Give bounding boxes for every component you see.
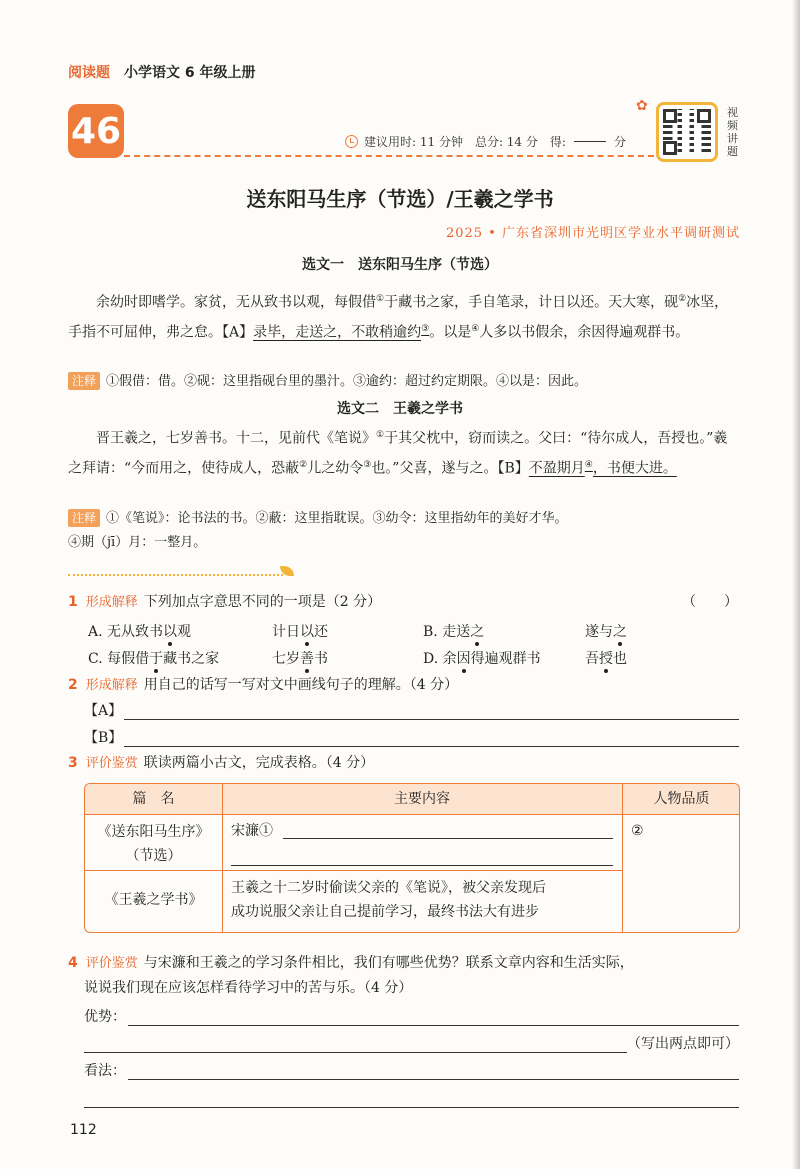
row2-content: 王羲之十二岁时偷读父亲的《笔说》，被父亲发现后 成功说服父亲让自己提前学习，最终书法大有进步 <box>231 880 546 920</box>
option-d-compare: 吾授也 <box>585 651 627 667</box>
page-number: 112 <box>70 1122 97 1138</box>
comparison-table <box>84 783 740 933</box>
note-tag: 注释 <box>68 509 100 527</box>
time-info <box>345 133 626 150</box>
qr-label: 视频讲题 <box>727 106 738 158</box>
view-line-1[interactable] <box>128 1062 739 1080</box>
section-divider <box>68 574 283 576</box>
underlined-sentence-b: 不盈期 <box>528 460 571 477</box>
advantage-line-2[interactable] <box>84 1035 627 1053</box>
option-c[interactable]: C. 每假借于藏书之家 <box>88 651 220 667</box>
view-line-2[interactable] <box>84 1090 739 1108</box>
hint-text: （写出两点即可） <box>627 1036 739 1052</box>
advantage-row-2 <box>84 1033 739 1053</box>
text1-notes: 注释 ①假借：借。②砚：这里指砚台里的墨汁。③逾约：超过约定期限。④以是：因此。 <box>68 370 738 394</box>
advantage-row: 优势： <box>84 1006 739 1026</box>
header-title: 篇 名 <box>132 791 175 807</box>
score-unit: 分 <box>613 135 626 149</box>
header-divider <box>124 155 654 157</box>
question-1: 1 形成解释 下列加点字意思不同的一项是（2 分） （ ） <box>68 590 738 615</box>
page-title: 送东阳马生序（节选）/王羲之学书 <box>246 187 554 211</box>
option-b[interactable]: B. 走送之 <box>423 624 485 640</box>
text2-paragraph: 晋王羲之，七岁善书。十二，见前代《笔说》①于其父枕中，窃而读之。父曰：“待尔成人，吾授也。”羲之拜请：“今而用之，使待成人，恐蔽②儿之幼令③也。”父喜，遂与之。【B】不盈期月④，书便大进。 <box>68 430 728 477</box>
text1-paragraph: 余幼时即嗜学。家贫，无从致书以观，每假借①于藏书之家，手自笔录，计日以还。天大寒，砚②冰坚，手指不可屈伸，弗之怠。【A】录毕，走送之，不敢稍逾约③。以是④人多以书假余，余因得遍观群书。 <box>68 294 729 341</box>
underlined-sentence-a: 录毕，走送之，不敢稍逾约 <box>253 324 422 341</box>
row1-content-line-2[interactable] <box>231 865 613 866</box>
question-3: 3 评价鉴赏 联读两篇小古文，完成表格。（4 分） <box>68 755 375 771</box>
row1-quality[interactable]: ② <box>631 823 644 839</box>
view-row-2 <box>84 1090 739 1108</box>
row1-title: 《送东阳马生序》 （节选） <box>97 824 210 864</box>
text2-notes: 注释 ①《笔说》：论书法的书。②蔽：这里指耽误。③幼令：这里指幼年的美好才华。 ④期（jī）月：一整月。 <box>68 511 568 550</box>
option-a[interactable]: A. 无从致书以观 <box>88 624 192 640</box>
category-label: 阅读题 <box>68 65 110 81</box>
option-a-compare: 计日以还 <box>272 624 328 640</box>
answer-line-b[interactable] <box>124 729 739 747</box>
qr-code-pattern <box>663 109 711 155</box>
qr-code[interactable] <box>656 102 718 162</box>
row1-content-label: 宋濂① <box>231 823 273 839</box>
book-title: 小学语文 6 年级上册 <box>124 65 256 81</box>
sprout-icon: ✿ <box>636 98 648 114</box>
lesson-number-badge: 46 <box>68 104 124 158</box>
clock-icon <box>345 135 358 148</box>
text1-heading: 选文一 送东阳马生序（节选） <box>302 257 498 273</box>
answer-line-a[interactable] <box>124 702 739 720</box>
page-edge-shadow <box>792 0 800 1169</box>
view-row: 看法： <box>84 1060 739 1080</box>
answer-paren[interactable]: （ ） <box>682 594 738 610</box>
advantage-line-1[interactable] <box>128 1008 739 1026</box>
header-quality: 人物品质 <box>653 791 710 807</box>
answer-row-b: 【B】 <box>84 727 739 747</box>
question-2: 2 形成解释 用自己的话写一写对文中画线句子的理解。（4 分） <box>68 677 459 693</box>
answer-row-a: 【A】 <box>84 700 739 720</box>
option-c-compare: 七岁善书 <box>272 651 328 667</box>
source-line: 2025 • 广东省深圳市光明区学业水平调研测试 <box>445 226 740 241</box>
note-tag: 注释 <box>68 372 100 390</box>
row2-title: 《王羲之学书》 <box>104 892 203 908</box>
row1-content-line-1[interactable] <box>283 838 613 839</box>
option-b-compare: 遂与之 <box>585 624 627 640</box>
option-d[interactable]: D. 余因得遍观群书 <box>423 651 541 667</box>
question-4: 4 评价鉴赏 与宋濂和王羲之的学习条件相比，我们有哪些优势？联系文章内容和生活实际， 说说我们现在应该怎样看待学习中的苦与乐。（4 分） <box>68 955 634 996</box>
text2-heading: 选文二 王羲之学书 <box>337 401 463 417</box>
score-blank[interactable] <box>574 141 606 142</box>
time-label: 建议用时: 11 分钟 总分: 14 分 得: <box>364 135 566 149</box>
header-content: 主要内容 <box>394 791 450 807</box>
